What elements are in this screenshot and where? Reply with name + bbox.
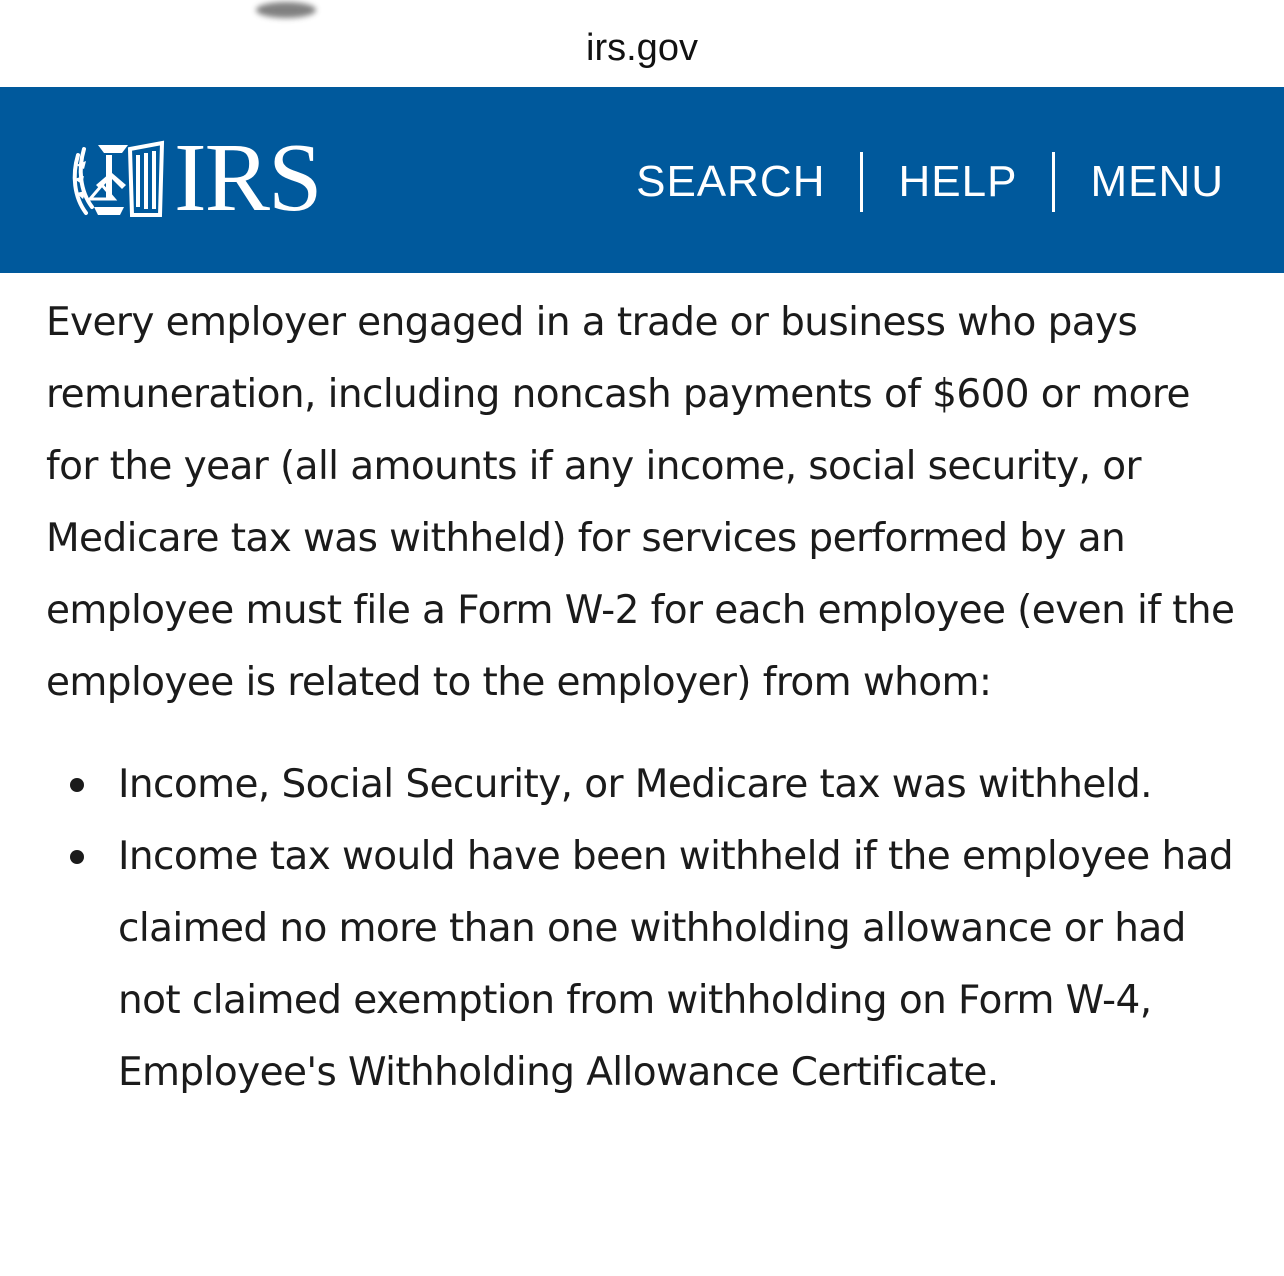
url-text[interactable]: irs.gov	[586, 27, 698, 69]
intro-paragraph: Every employer engaged in a trade or business who pays remuneration, including noncash payments of $600 or more for the year (all amounts if any income, social security, or Medicare tax was withheld) for services performed by an employee must file a Form W-2 for each employee (even if the employee is related to the employer) from whom:	[46, 300, 1235, 705]
blurred-status-indicator	[256, 2, 316, 18]
logo-text: IRS	[174, 124, 321, 232]
browser-address-bar[interactable]	[0, 0, 1284, 87]
header-nav	[636, 151, 1224, 213]
site-header	[0, 87, 1284, 273]
list-item	[118, 749, 1246, 821]
bullet-icon	[70, 850, 84, 864]
nav-divider	[1052, 152, 1055, 212]
menu-link[interactable]: MENU	[1090, 157, 1224, 206]
search-link[interactable]: SEARCH	[636, 157, 826, 206]
help-link[interactable]: HELP	[898, 157, 1018, 206]
requirements-list	[46, 749, 1246, 1109]
list-item	[118, 821, 1246, 1109]
list-item-text: Income tax would have been withheld if the employee had claimed no more than one withholding allowance or had not claimed exemption from withholding on Form W-4, Employee's Withholding Allowance Certificate.	[118, 834, 1234, 1095]
irs-logo[interactable]	[70, 124, 321, 232]
bullet-icon	[70, 778, 84, 792]
nav-divider	[860, 152, 863, 212]
main-content	[46, 287, 1246, 1109]
list-item-text: Income, Social Security, or Medicare tax was withheld.	[118, 762, 1152, 807]
irs-eagle-logo-icon	[70, 135, 170, 221]
